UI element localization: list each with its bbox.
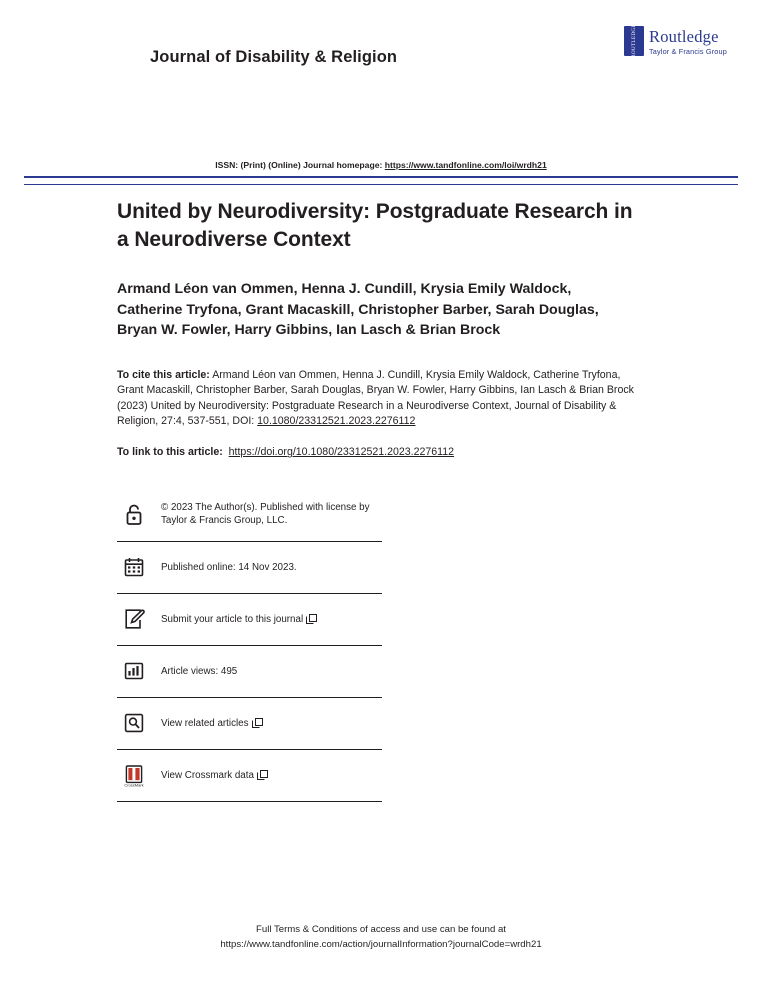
metric-row-related[interactable] — [117, 698, 382, 750]
article-title: United by Neurodiversity: Postgraduate Research in a Neurodiverse Context — [117, 200, 633, 251]
masthead — [0, 24, 762, 98]
publisher-logo — [624, 26, 734, 72]
rule-top — [24, 176, 738, 178]
footer — [0, 923, 762, 952]
open-access-icon — [123, 502, 145, 526]
doi-link-label: To link to this article: — [117, 446, 223, 459]
copyright-text: © 2023 The Author(s). Published with license by Taylor & Francis Group, LLC. — [161, 501, 370, 526]
routledge-mark-text: ROUTLEDGE — [631, 24, 637, 58]
related-articles-icon — [123, 712, 145, 736]
citation-label: To cite this article: — [117, 368, 210, 381]
external-link-icon — [306, 614, 315, 623]
footer-line-1: Full Terms & Conditions of access and use can be found at — [256, 924, 506, 936]
submit-article-label: Submit your article to this journal — [161, 613, 304, 625]
metrics-list — [117, 487, 382, 802]
issn-homepage-line — [0, 160, 762, 170]
published-text: Published online: 14 Nov 2023. — [161, 561, 297, 573]
footer-line-2[interactable]: https://www.tandfonline.com/action/journalInformation?journalCode=wrdh21 — [220, 938, 542, 950]
svg-text:CrossMark: CrossMark — [124, 781, 144, 787]
submit-article-text[interactable] — [161, 613, 315, 626]
rule-thin — [24, 184, 738, 185]
doi-link-block — [117, 445, 637, 460]
citation-doi-link[interactable]: 10.1080/23312521.2023.2276112 — [257, 414, 416, 427]
issn-prefix: ISSN: (Print) (Online) Journal homepage: — [215, 160, 385, 170]
metric-row-submit[interactable] — [117, 594, 382, 646]
metric-row-crossmark[interactable] — [117, 750, 382, 802]
metric-row-published — [117, 542, 382, 594]
publisher-tagline: Taylor & Francis Group — [649, 47, 727, 56]
publisher-name: Routledge — [649, 27, 719, 46]
routledge-mark-icon — [624, 26, 644, 56]
crossmark-icon — [123, 764, 145, 788]
calendar-icon — [123, 556, 145, 580]
crossmark-text[interactable] — [161, 769, 266, 782]
metric-row-views — [117, 646, 382, 698]
external-link-icon — [252, 718, 261, 727]
doi-link[interactable]: https://doi.org/10.1080/23312521.2023.2276112 — [228, 446, 455, 459]
citation-block — [117, 368, 637, 429]
related-articles-text[interactable] — [161, 717, 261, 730]
citation-text: Armand Léon van Ommen, Henna J. Cundill, Krysia Emily Waldock, Catherine Tryfona, Grant Macaskill, Christopher Barber, Sarah Douglas, Bryan W. Fowler, Harry Gibbins, Ian Lasch & Brian Brock (2023) United by Neurodiversity: Postgraduate Research in a Neurodiverse Context, Journal of Disability & Religion, 27:4, 537-551, DOI: — [117, 368, 634, 427]
related-articles-label: View related articles — [161, 717, 249, 729]
journal-homepage-link[interactable]: https://www.tandfonline.com/loi/wrdh21 — [384, 160, 547, 170]
article-views-icon — [123, 660, 145, 684]
journal-title: Journal of Disability & Religion — [150, 48, 398, 66]
metric-row-copyright — [117, 487, 382, 542]
article-views-text: Article views: 495 — [161, 665, 238, 677]
article-block — [117, 198, 637, 461]
article-authors: Armand Léon van Ommen, Henna J. Cundill, Krysia Emily Waldock, Catherine Tryfona, Grant Macaskill, Christopher Barber, Sarah Douglas, Bryan W. Fowler, Harry Gibbins, Ian Lasch & Brian Brock — [117, 281, 599, 338]
external-link-icon — [257, 770, 266, 779]
submit-article-icon — [123, 608, 145, 632]
crossmark-label: View Crossmark data — [161, 769, 254, 781]
